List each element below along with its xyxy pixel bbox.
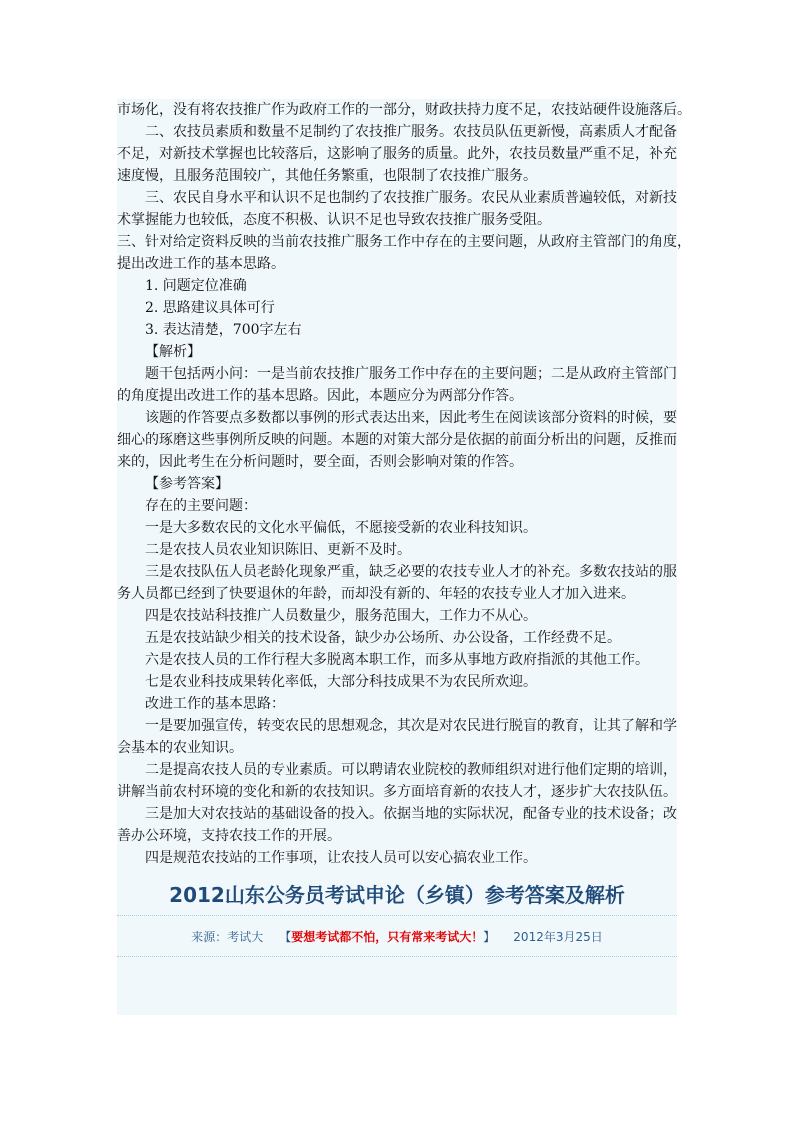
list-item [117,627,677,649]
list-item [117,803,677,847]
text-line: 提出改进工作的基本思路。 [117,256,285,272]
text-line: 务人员都已经到了快要退休的年龄，而却没有新的、年轻的农技专业人才加入进来。 [117,586,635,602]
text-line: 三是加大对农技站的基础设备的投入。依据当地的实际状况，配备专业的技术设备；改 [145,806,677,822]
text-line: 来的，因此考生在分析问题时，要全面，否则会影响对策的作答。 [117,454,523,470]
text-line: 七是农业科技成果转化率低，大部分科技成果不为农民所欢迎。 [145,674,537,690]
subheading [117,495,677,517]
list-item [117,847,677,869]
text-line: 五是农技站缺少相关的技术设备，缺少办公场所、办公设备，工作经费不足。 [145,630,621,646]
paragraph [117,363,677,407]
list-item [117,759,677,803]
source-label: 来源：考试大 [191,930,264,944]
slogan-text: 要想考试都不怕，只有常来考试大！ [291,930,484,944]
text-line: 术掌握能力也较低，态度不积极、认识不足也导致农技推广服务受阻。 [117,212,551,228]
list-item [117,561,677,605]
text-line: 四是规范农技站的工作事项，让农技人员可以安心搞农业工作。 [145,850,537,866]
paragraph-continuation [117,99,691,121]
text-line: 1. 问题定位准确 [145,278,247,294]
text-line: 会基本的农业知识。 [117,740,243,756]
text-line: 一是大多数农民的文化水平偏低，不愿接受新的农业科技知识。 [145,520,537,536]
text-line: 二、农技员素质和数量不足制约了农技推广服务。农技员队伍更新慢，高素质人才配备 [145,124,677,140]
list-item [117,671,677,693]
text-line: 市场化，没有将农技推广作为政府工作的一部分，财政扶持力度不足，农技站硬件设施落后。 [117,102,691,118]
text-line: 的角度提出改进工作的基本思路。因此，本题应分为两部分作答。 [117,388,523,404]
slogan-close-bracket: 】 [483,930,496,944]
text-line: 三、针对给定资料反映的当前农技推广服务工作中存在的主要问题，从政府主管部门的角度， [117,234,691,250]
article-source-line [117,927,677,947]
text-line: 不足，对新技术掌握也比较落后，这影响了服务的质量。此外，农技员数量严重不足，补充 [117,146,677,162]
slogan-open-bracket: 【 [279,930,292,944]
list-item [117,539,677,561]
text-line: 二是农技人员农业知识陈旧、更新不及时。 [145,542,411,558]
question-prompt [117,231,691,275]
text-line: 速度慢，且服务范围较广，其他任务繁重，也限制了农技推广服务。 [117,168,537,184]
analysis-heading [117,341,677,363]
text-line: 四是农技站科技推广人员数量少，服务范围大，工作力不从心。 [145,608,537,624]
dotted-divider [117,915,677,916]
text-line: 讲解当前农村环境的变化和新的农技知识。多方面培育新的农技人才，逐步扩大农技队伍。 [117,784,677,800]
paragraph [117,187,677,231]
text-line: 改进工作的基本思路： [145,696,285,712]
publish-date: 2012年3月25日 [513,930,603,944]
list-item [117,649,677,671]
requirement-item [117,275,677,297]
text-line: 存在的主要问题： [145,498,257,514]
text-line: 3. 表达清楚，700字左右 [145,322,302,338]
list-item [117,517,677,539]
paragraph [117,121,677,187]
paragraph [117,407,677,473]
article-body [117,99,691,869]
list-item [117,605,677,627]
text-line: 二是提高农技人员的专业素质。可以聘请农业院校的教师组织对进行他们定期的培训， [145,762,677,778]
text-line: 该题的作答要点多数都以事例的形式表达出来，因此考生在阅读该部分资料的时候，要 [145,410,677,426]
reference-answer-heading [117,473,677,495]
text-line: 【参考答案】 [145,476,229,492]
document-panel [117,99,691,1015]
slogan-link[interactable] [279,930,495,944]
requirement-item [117,297,677,319]
article-title: 2012山东公务员考试申论（乡镇）参考答案及解析 [169,883,625,907]
requirement-item [117,319,677,341]
text-line: 2. 思路建议具体可行 [145,300,275,316]
text-line: 【解析】 [145,344,201,360]
text-line: 善办公环境，支持农技工作的开展。 [117,828,341,844]
list-item [117,715,677,759]
text-line: 三是农技队伍人员老龄化现象严重，缺乏必要的农技专业人才的补充。多数农技站的服 [145,564,677,580]
text-line: 三、农民自身水平和认识不足也制约了农技推广服务。农民从业素质普遍较低，对新技 [145,190,677,206]
subheading [117,693,677,715]
text-line: 六是农技人员的工作行程大多脱离本职工作，而多从事地方政府指派的其他工作。 [145,652,649,668]
text-line: 题干包括两小问：一是当前农技推广服务工作中存在的主要问题；二是从政府主管部门 [145,366,677,382]
text-line: 细心的琢磨这些事例所反映的问题。本题的对策大部分是依据的前面分析出的问题，反推而 [117,432,677,448]
dotted-divider [117,956,677,957]
text-line: 一是要加强宣传，转变农民的思想观念，其次是对农民进行脱盲的教育，让其了解和学 [145,718,677,734]
